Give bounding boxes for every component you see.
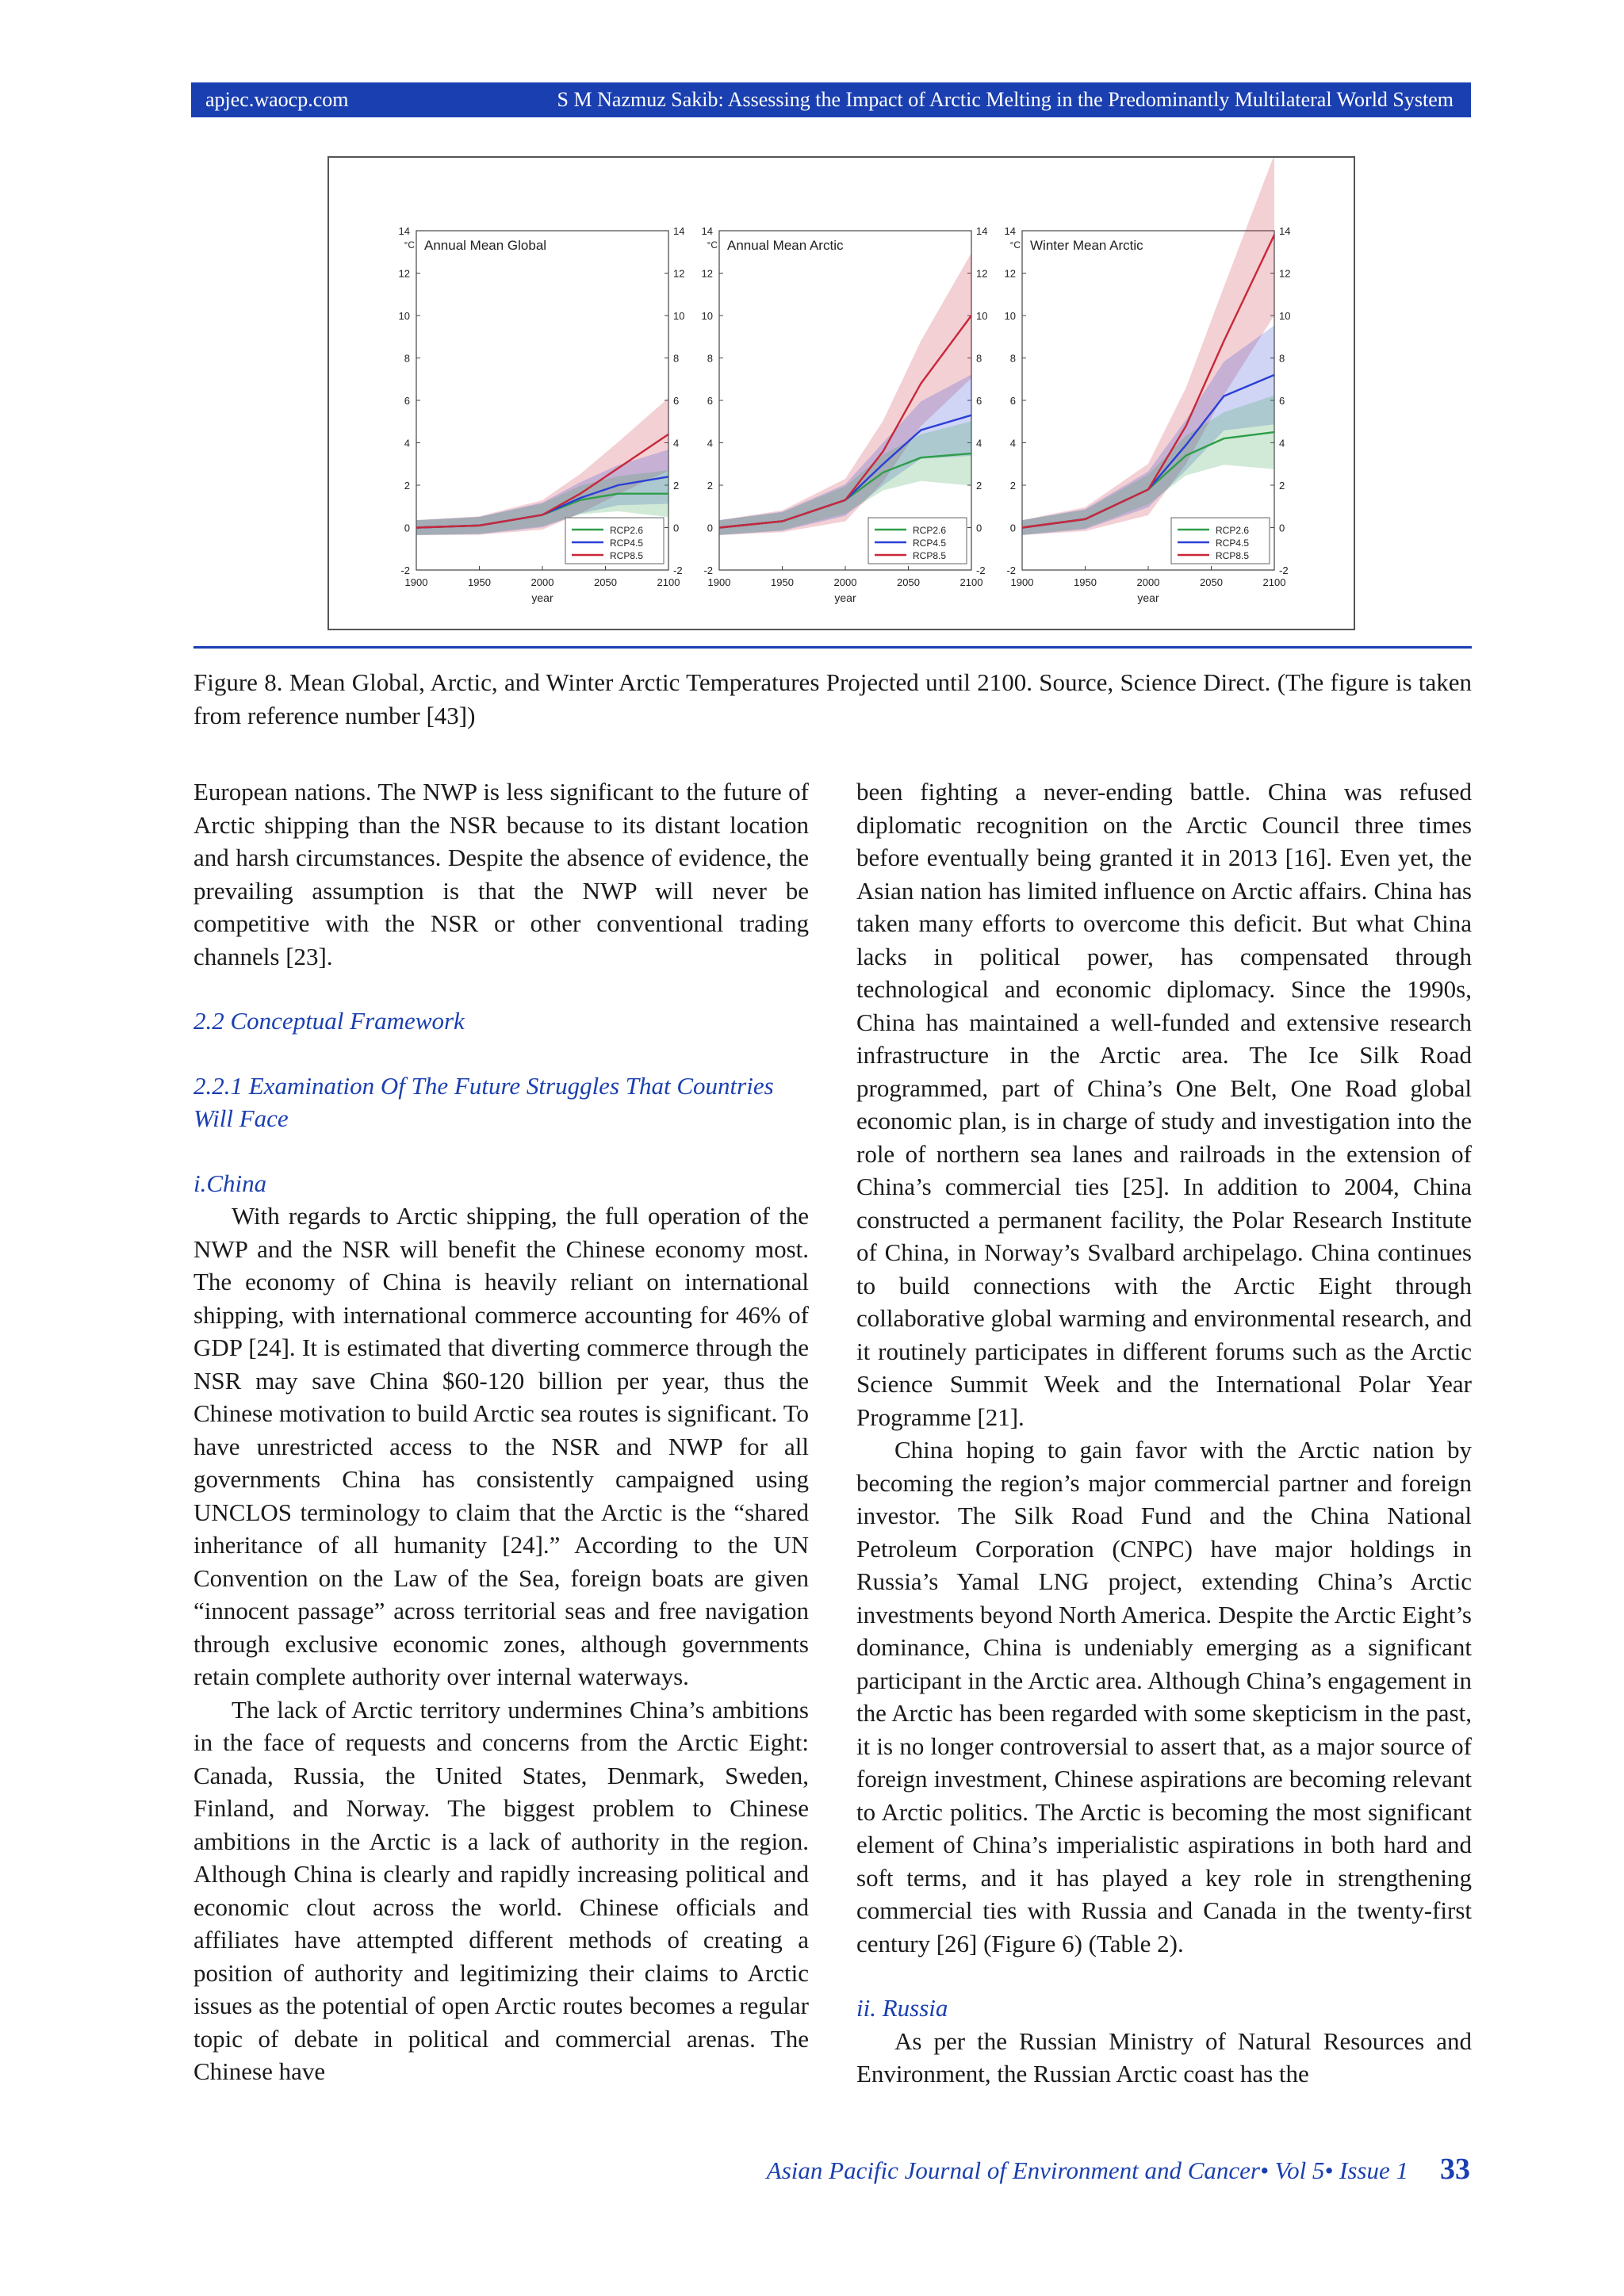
page-footer	[767, 2152, 1470, 2187]
y-tick-label: 10	[976, 310, 988, 322]
y-tick-label: 4	[976, 437, 982, 450]
y-tick-label: 12	[1004, 267, 1016, 280]
x-tick-label: 2000	[833, 576, 857, 588]
y-tick-label: -2	[673, 564, 683, 576]
header-website: apjec.waocp.com	[205, 88, 349, 111]
y-tick-label: 12	[673, 267, 685, 280]
y-tick-label: 2	[976, 480, 982, 492]
y-tick-label: 6	[976, 395, 982, 407]
paragraph: China hoping to gain favor with the Arctic nation by becoming the region’s major commercial partner and foreign investor. The Silk Road Fund and the China National Petroleum Corporation (CNPC) have major holdings in Russia’s Yamal LNG project, extending China’s Arctic investments beyond North America. Despite the Arctic Eight’s dominance, China is undeniably emerging as a significant participant in the Arctic area. Although China’s engagement in the Arctic has been regarded with some skepticism in the past, it is no longer controversial to assert that, as a major source of foreign investment, Chinese aspirations are becoming relevant to Arctic politics. The Arctic is becoming the most significant element of China’s imperialistic aspirations in both hard and soft terms, and it has played a key role in strengthening commercial ties with Russia and Canada in the twenty-first century [26] (Figure 6) (Table 2).	[856, 1436, 1472, 1957]
paragraph: As per the Russian Ministry of Natural Resources and Environment, the Russian Arctic coast has the	[856, 2026, 1472, 2087]
y-tick-label: -2	[1006, 564, 1016, 576]
chart-title: Annual Mean Arctic	[727, 238, 844, 253]
x-tick-label: 2100	[959, 576, 983, 588]
right-column	[856, 775, 1472, 2091]
y-tick-label: -2	[1279, 564, 1289, 576]
left-column	[193, 775, 809, 2088]
y-tick-label: 14	[976, 225, 988, 237]
caption-rule	[193, 646, 1472, 649]
figure-caption: Figure 8. Mean Global, Arctic, and Winter Arctic Temperatures Projected until 2100. Source, Science Direct. (The figure is taken from reference number [43])	[193, 668, 1472, 729]
y-tick-label: 0	[707, 522, 713, 534]
y-tick-label: 2	[1009, 480, 1016, 492]
x-tick-label: 2050	[594, 576, 617, 588]
y-tick-label: 14	[398, 225, 410, 237]
figure-8-charts	[329, 158, 1354, 629]
y-tick-label: 10	[1004, 310, 1016, 322]
chart-title: Winter Mean Arctic	[1030, 238, 1143, 253]
legend-label: RCP8.5	[913, 550, 947, 561]
legend-label: RCP4.5	[1216, 538, 1250, 549]
y-tick-label: 10	[673, 310, 685, 322]
subsubsection-heading: i.China	[193, 1169, 267, 1197]
y-tick-label: 4	[1279, 437, 1285, 450]
y-tick-label: 8	[1279, 352, 1285, 365]
x-tick-label: 1950	[771, 576, 794, 588]
paragraph: European nations. The NWP is less significant to the future of Arctic shipping than the NSR because to its distant location and harsh circumstances. Despite the absence of evidence, the prevailing assumption is that the NWP will never be competitive with the NSR or other conventional trading channels [23].	[193, 778, 809, 970]
legend-label: RCP2.6	[913, 525, 947, 536]
y-tick-label: 10	[701, 310, 713, 322]
y-tick-label: 0	[404, 522, 410, 534]
y-tick-label: 14	[701, 225, 713, 237]
y-tick-label: 12	[1279, 267, 1291, 280]
x-tick-label: 1950	[1074, 576, 1097, 588]
legend-label: RCP4.5	[610, 538, 644, 549]
subsubsection-heading: ii. Russia	[856, 1994, 948, 2022]
y-tick-label: 12	[701, 267, 713, 280]
y-tick-label: 2	[404, 480, 410, 492]
x-tick-label: 2100	[657, 576, 680, 588]
y-tick-label: 0	[976, 522, 982, 534]
y-tick-label: 6	[1279, 395, 1285, 407]
y-tick-label: 14	[1279, 225, 1291, 237]
y-tick-label: 8	[1009, 352, 1016, 365]
x-tick-label: 2050	[1200, 576, 1223, 588]
y-tick-label: -2	[400, 564, 410, 576]
paragraph: been fighting a never-ending battle. China was refused diplomatic recognition on the Arctic Council three times before eventually being granted it in 2013 [16]. Even yet, the Asian nation has limited influence on Arctic affairs. China has taken many efforts to overcome this deficit. But what China lacks in political power, has compensated through technological and economic diplomacy. Since the 1990s, China has maintained a well-funded and extensive research infrastructure in the Arctic area. The Ice Silk Road programmed, part of China’s One Belt, One Road global economic plan, is in charge of study and investigation into the role of northern sea lanes and railroads in the extension of China’s commercial ties [25]. In addition to 2004, China constructed a permanent facility, the Polar Research Institute of China, in Norway’s Svalbard archipelago. China continues to build connections with the Arctic Eight through collaborative global warming and environmental research, and it routinely participates in different forums such as the Arctic Science Summit Week and the International Polar Year Programme [21].	[856, 778, 1472, 1431]
chart-title: Annual Mean Global	[424, 238, 547, 253]
legend-label: RCP8.5	[1216, 550, 1250, 561]
y-tick-label: 0	[1279, 522, 1285, 534]
legend-label: RCP2.6	[1216, 525, 1250, 536]
y-axis-label: °C	[707, 239, 718, 251]
x-tick-label: 1900	[707, 576, 731, 588]
x-tick-label: 1900	[1010, 576, 1034, 588]
figure-8	[327, 156, 1355, 630]
y-tick-label: 2	[1279, 480, 1285, 492]
page-number: 33	[1440, 2152, 1470, 2186]
x-tick-label: 1950	[468, 576, 491, 588]
running-header	[191, 82, 1471, 117]
legend-label: RCP2.6	[610, 525, 644, 536]
x-tick-label: 2100	[1262, 576, 1286, 588]
y-axis-label: °C	[1009, 239, 1021, 251]
y-tick-label: 10	[1279, 310, 1291, 322]
x-axis-label: year	[531, 591, 553, 604]
y-tick-label: 10	[398, 310, 410, 322]
x-axis-label: year	[1137, 591, 1159, 604]
y-tick-label: 12	[398, 267, 410, 280]
y-tick-label: 8	[707, 352, 713, 365]
y-tick-label: 6	[673, 395, 680, 407]
y-axis-label: °C	[404, 239, 415, 251]
y-tick-label: 8	[673, 352, 680, 365]
y-tick-label: 8	[976, 352, 982, 365]
y-tick-label: 6	[707, 395, 713, 407]
y-tick-label: 0	[1009, 522, 1016, 534]
section-heading: 2.2 Conceptual Framework	[193, 1007, 465, 1035]
paragraph: With regards to Arctic shipping, the full operation of the NWP and the NSR will benefit the Chinese economy most. The economy of China is heavily reliant on international shipping, with international commerce accounting for 46% of GDP [24]. It is estimated that diverting commerce through the NSR may save China $60-120 billion per year, thus the Chinese motivation to build Arctic sea routes is significant. To have unrestricted access to the NSR and NWP for all governments China has consistently campaigned using UNCLOS terminology to claim that the Arctic is the “shared inheritance of all humanity [24].” According to the UN Convention on the Law of the Sea, foreign boats are given “innocent passage” across territorial seas and free navigation through exclusive economic zones, although governments retain complete authority over internal waterways.	[193, 1202, 809, 1690]
y-tick-label: 4	[1009, 437, 1016, 450]
y-tick-label: 12	[976, 267, 988, 280]
legend-label: RCP8.5	[610, 550, 644, 561]
y-tick-label: -2	[976, 564, 986, 576]
y-tick-label: 6	[404, 395, 410, 407]
x-tick-label: 1900	[404, 576, 428, 588]
y-tick-label: 14	[673, 225, 685, 237]
y-tick-label: 4	[707, 437, 713, 450]
x-tick-label: 2050	[897, 576, 920, 588]
y-tick-label: 2	[673, 480, 680, 492]
x-tick-label: 2000	[1136, 576, 1160, 588]
y-tick-label: 6	[1009, 395, 1016, 407]
journal-info: Asian Pacific Journal of Environment and Cancer• Vol 5• Issue 1	[766, 2156, 1408, 2184]
y-tick-label: 14	[1004, 225, 1016, 237]
y-tick-label: 8	[404, 352, 410, 365]
header-article-title: S M Nazmuz Sakib: Assessing the Impact of Arctic Melting in the Predominantly Multilateral World System	[557, 88, 1454, 111]
y-tick-label: 2	[707, 480, 713, 492]
y-tick-label: 4	[673, 437, 680, 450]
subsection-heading: 2.2.1 Examination Of The Future Struggles That Countries Will Face	[193, 1071, 774, 1132]
y-tick-label: 4	[404, 437, 410, 450]
x-axis-label: year	[834, 591, 856, 604]
x-tick-label: 2000	[530, 576, 554, 588]
paragraph: The lack of Arctic territory undermines China’s ambitions in the face of requests and concerns from the Arctic Eight: Canada, Russia, the United States, Denmark, Sweden, Finland, and Norway. The biggest problem to Chinese ambitions in the Arctic is a lack of authority in the region. Although China is clearly and rapidly increasing political and economic clout across the world. Chinese officials and affiliates have attempted different methods of creating a position of authority and legitimizing their claims to Arctic issues as the potential of open Arctic routes becomes a regular topic of debate in political and commercial arenas. The Chinese have	[193, 1695, 809, 2085]
legend-label: RCP4.5	[913, 538, 947, 549]
y-tick-label: -2	[703, 564, 713, 576]
y-tick-label: 0	[673, 522, 680, 534]
